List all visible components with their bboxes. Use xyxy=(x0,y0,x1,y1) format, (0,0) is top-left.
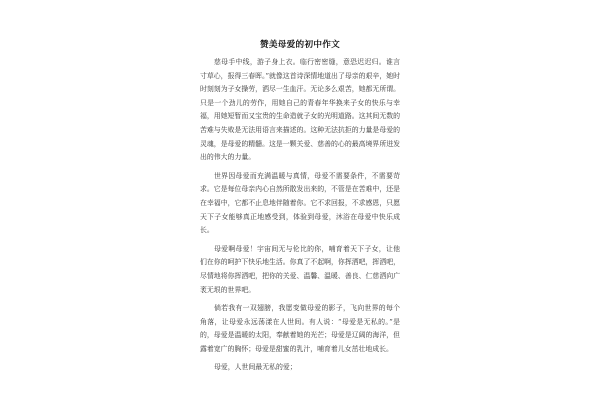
paragraph-4: 倘若我有一双翅膀，我愿变做母爱的影子，飞向世界的每个角落，让母爱永远荡漾在人世间。有人说：“母爱是无私的。”是的，母爱是温暖的太阳，奉献着她的光芒；母爱是辽阔的海洋，但露着宽广的胸怀；母爱是甜蜜的乳汁，哺育着儿女茁壮地成长。 xyxy=(200,304,400,353)
document-title: 赞美母爱的初中作文 xyxy=(259,40,341,50)
paragraph-3: 母爱啊母爱！宇宙间无与伦比的你，哺育着天下子女，让他们在你的呵护下快乐地生活。你真了不起啊，你挥洒吧，挥洒吧，尽情地将你挥洒吧，把你的关爱、温馨、温暖、善良、仁慈洒向广袤无垠的世界吧。 xyxy=(200,244,400,294)
paragraph-1: 慈母手中线，游子身上衣。临行密密缝，意恐迟迟归。谁言寸草心，报得三春晖。”就像这首诗深情地道出了母亲的艰辛，她时时刻刻为子女操劳，洒尽一生血汗。无论多么艰苦，她都无所谓。只是一个劲儿的劳作，用她自己的青春年华换来子女的快乐与幸福，用她短暂而又宝贵的生命造就子女的光明道路。这其间无数的苦难与失败是无法用语言来描述的。这种无法抗拒的力量是母爱的灵魂，是母爱的精髓。这是一颗关爱、慈善的心的最高境界所迸发出的伟大的力量。 xyxy=(200,58,400,162)
paragraph-5: 母爱，人世间最无私的爱； xyxy=(214,363,297,372)
document-body xyxy=(200,38,400,375)
paragraph-2: 世界因母爱而充满温暖与真情，母爱不需要条件，不需要苛求。它是每位母亲内心自然所散发出来的，不管是在苦难中，还是在幸福中，它都不止息地伴随着你。它不求回报，不求感恩，只愿天下子女能够真正地感受到，体验到母爱，沐浴在母爱中快乐成长。 xyxy=(200,171,400,235)
